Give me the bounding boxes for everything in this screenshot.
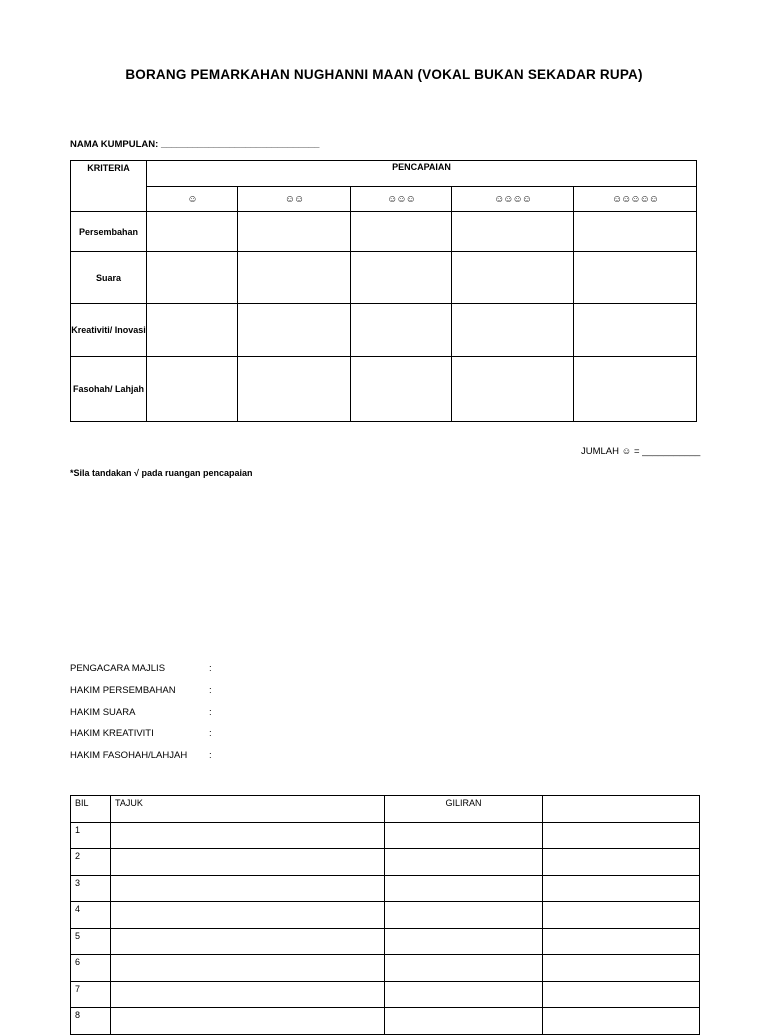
criteria-label: Suara xyxy=(71,252,147,304)
score-cell[interactable] xyxy=(574,304,697,357)
nama-kumpulan-field: NAMA KUMPULAN: ______________________________ xyxy=(70,139,320,150)
tajuk-cell[interactable] xyxy=(111,1008,385,1035)
giliran-cell[interactable] xyxy=(385,902,543,929)
tajuk-cell[interactable] xyxy=(111,981,385,1008)
score-cell[interactable] xyxy=(147,212,238,252)
extra-cell[interactable] xyxy=(543,928,700,955)
tajuk-cell[interactable] xyxy=(111,822,385,849)
score-cell[interactable] xyxy=(351,357,452,422)
role-label: HAKIM PERSEMBAHAN xyxy=(70,684,176,696)
row-number: 8 xyxy=(71,1008,111,1035)
role-label: HAKIM SUARA xyxy=(70,706,136,718)
row-number: 4 xyxy=(71,902,111,929)
role-label: HAKIM KREATIVITI xyxy=(70,728,154,740)
extra-cell[interactable] xyxy=(543,902,700,929)
score-cell[interactable] xyxy=(238,212,351,252)
level-4: ☺☺☺☺ xyxy=(452,187,574,212)
header-tajuk: TAJUK xyxy=(111,796,385,823)
tajuk-cell[interactable] xyxy=(111,875,385,902)
role-colon: : xyxy=(209,750,212,762)
header-kriteria: KRITERIA xyxy=(71,161,147,212)
giliran-cell[interactable] xyxy=(385,875,543,902)
score-cell[interactable] xyxy=(452,252,574,304)
giliran-cell[interactable] xyxy=(385,928,543,955)
row-number: 6 xyxy=(71,955,111,982)
score-cell[interactable] xyxy=(452,304,574,357)
tajuk-cell[interactable] xyxy=(111,902,385,929)
giliran-cell[interactable] xyxy=(385,849,543,876)
score-cell[interactable] xyxy=(452,212,574,252)
score-cell[interactable] xyxy=(238,304,351,357)
role-row xyxy=(70,685,370,707)
tajuk-cell[interactable] xyxy=(111,955,385,982)
level-3: ☺☺☺ xyxy=(351,187,452,212)
score-cell[interactable] xyxy=(452,357,574,422)
score-cell[interactable] xyxy=(238,252,351,304)
criteria-label: Persembahan xyxy=(71,212,147,252)
role-colon: : xyxy=(209,663,212,674)
role-row xyxy=(70,728,370,750)
extra-cell[interactable] xyxy=(543,981,700,1008)
extra-cell[interactable] xyxy=(543,1008,700,1035)
roles-list xyxy=(70,663,370,772)
score-cell[interactable] xyxy=(574,252,697,304)
extra-cell[interactable] xyxy=(543,955,700,982)
jumlah-total: JUMLAH ☺ = ___________ xyxy=(581,446,701,457)
score-cell[interactable] xyxy=(147,252,238,304)
level-5: ☺☺☺☺☺ xyxy=(574,187,697,212)
level-1: ☺ xyxy=(147,187,238,212)
giliran-cell[interactable] xyxy=(385,955,543,982)
level-2: ☺☺ xyxy=(238,187,351,212)
score-cell[interactable] xyxy=(574,212,697,252)
score-cell[interactable] xyxy=(351,212,452,252)
tajuk-cell[interactable] xyxy=(111,849,385,876)
score-table xyxy=(70,160,697,422)
extra-cell[interactable] xyxy=(543,849,700,876)
role-row xyxy=(70,750,370,772)
giliran-cell[interactable] xyxy=(385,1008,543,1035)
role-colon: : xyxy=(209,706,212,718)
tajuk-cell[interactable] xyxy=(111,928,385,955)
score-cell[interactable] xyxy=(351,252,452,304)
score-cell[interactable] xyxy=(147,357,238,422)
role-colon: : xyxy=(209,684,212,696)
score-cell[interactable] xyxy=(238,357,351,422)
role-row xyxy=(70,663,370,685)
score-cell[interactable] xyxy=(351,304,452,357)
role-label: PENGACARA MAJLIS xyxy=(70,663,166,674)
row-number: 2 xyxy=(71,849,111,876)
role-label: HAKIM FASOHAH/LAHJAH xyxy=(70,750,188,762)
document-title: BORANG PEMARKAHAN NUGHANNI MAAN (VOKAL BUKAN SEKADAR RUPA) xyxy=(125,67,643,82)
row-number: 3 xyxy=(71,875,111,902)
header-blank xyxy=(543,796,700,823)
giliran-cell[interactable] xyxy=(385,981,543,1008)
row-number: 7 xyxy=(71,981,111,1008)
score-cell[interactable] xyxy=(574,357,697,422)
row-number: 1 xyxy=(71,822,111,849)
role-colon: : xyxy=(209,728,212,740)
instruction-note: *Sila tandakan √ pada ruangan pencapaian xyxy=(70,468,253,478)
header-giliran: GILIRAN xyxy=(385,796,543,823)
criteria-label: Kreativiti/ Inovasi xyxy=(71,304,147,357)
criteria-label: Fasohah/ Lahjah xyxy=(71,357,147,422)
extra-cell[interactable] xyxy=(543,822,700,849)
score-cell[interactable] xyxy=(147,304,238,357)
header-bil: BIL xyxy=(71,796,111,823)
giliran-cell[interactable] xyxy=(385,822,543,849)
header-pencapaian: PENCAPAIAN xyxy=(147,161,697,187)
row-number: 5 xyxy=(71,928,111,955)
role-row xyxy=(70,707,370,729)
extra-cell[interactable] xyxy=(543,875,700,902)
performance-list-table xyxy=(70,795,700,1035)
